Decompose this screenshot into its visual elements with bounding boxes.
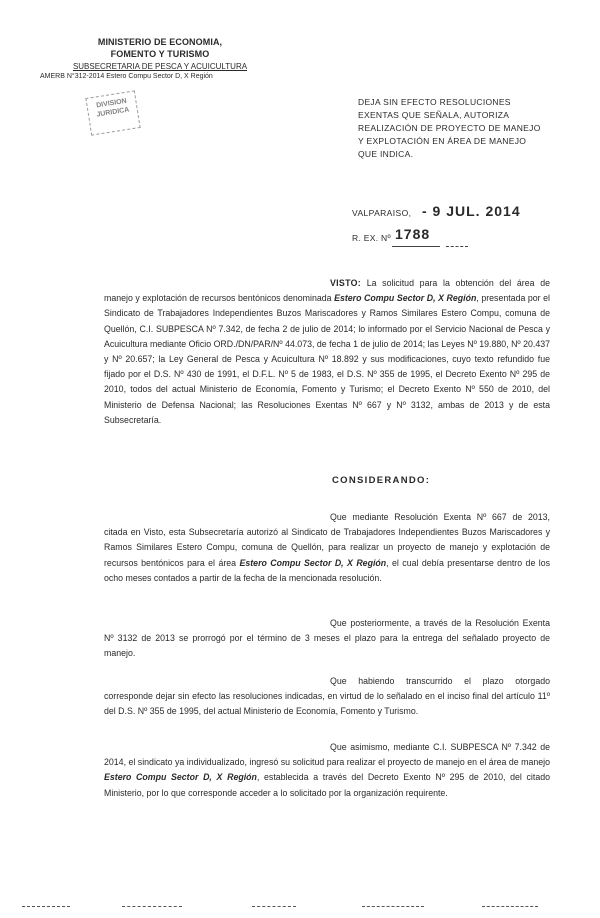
footer-rule-2: [122, 906, 182, 907]
considerando-3-text: Que habiendo transcurrido el plazo otorgado corresponde dejar sin efecto las resoluciones indicadas, en virtud de lo señalado en el inciso final del artículo 11º del D.S. Nº 355 de 1995, del actual Ministerio de Economía, Fomento y Turismo.: [104, 676, 550, 717]
footer-rule-1: [22, 906, 70, 907]
subsecretaria-line: SUBSECRETARIA DE PESCA Y ACUICULTURA: [72, 62, 248, 71]
visto-text-1: La solicitud para la obtención del área de manejo y explotación de recursos bentónicos denominada: [104, 278, 550, 304]
subject-heading: DEJA SIN EFECTO RESOLUCIONES EXENTAS QUE SEÑALA, AUTORIZA REALIZACIÓN DE PROYECTO DE MANEJO Y EXPLOTACIÓN EN ÁREA DE MANEJO QUE INDICA.: [358, 97, 541, 159]
considerando-heading: CONSIDERANDO:: [332, 475, 431, 486]
visto-text-2: , presentada por el Sindicato de Trabajadores Independientes Buzos Mariscadores y Ramos Similares Estero Compu, comuna de Quellón, C.I. SUBPESCA Nº 7.342, de fecha 2 de julio de 2014; lo informado por el Servicio Nacional de Pesca y Acuicultura mediante Oficio ORD./DN/PAR/Nº 44.073, de fecha 1 de julio de 2014; las Leyes Nº 19.880, Nº 20.437 y Nº 20.657; la Ley General de Pesca y Acuicultura Nº 18.892 y sus modificaciones, cuyo texto refundido fue fijado por el D.S. Nº 430 de 1991, el D.F.L. Nº 5 de 1983, el D.S. Nº 355 de 1995, el Decreto Exento Nº 295 de 2010, todos del actual Ministerio de Economía, Fomento y Turismo; el Decreto Exento Nº 550 de 2010, del Ministerio de Defensa Nacional; las Resoluciones Exentas Nº 667 y Nº 3132, ambas de 2013 y de esta Subsecretaría.: [104, 293, 551, 425]
resolution-number: 1788: [395, 226, 431, 242]
ministry-line-1: MINISTERIO DE ECONOMIA,: [97, 37, 223, 47]
letterhead: [40, 36, 260, 81]
visto-area-name: Estero Compu Sector D, X Región: [334, 293, 477, 304]
footer-rule-3: [252, 906, 296, 907]
number-underline: [392, 246, 440, 247]
considerando-paragraph-3: [104, 674, 550, 720]
considerando-2-text: Que posteriormente, a través de la Resolución Exenta Nº 3132 de 2013 se prorrogó por el término de 3 meses el plazo para la entrega del señalado proyecto de manejo.: [104, 618, 550, 659]
considerando-1-area-name: Estero Compu Sector D, X Región: [239, 557, 387, 568]
considerando-paragraph-2: [104, 616, 550, 662]
visto-paragraph: [104, 276, 550, 428]
resolution-date: - 9 JUL. 2014: [422, 203, 521, 219]
place-label: VALPARAISO,: [352, 208, 412, 218]
division-stamp: DIVISION JURIDICA: [85, 90, 140, 135]
footer-rule-4: [362, 906, 424, 907]
visto-label: VISTO:: [330, 278, 361, 288]
number-dash: [446, 246, 468, 247]
considerando-4-text-a: Que asimismo, mediante C.I. SUBPESCA Nº 7.342 de 2014, el sindicato ya individualizado, ingresó su solicitud para realizar el proyecto de manejo en el área de manejo: [104, 742, 550, 768]
footer-rule-5: [482, 906, 538, 907]
considerando-4-area-name: Estero Compu Sector D, X Región: [104, 772, 257, 783]
considerando-paragraph-1: [104, 510, 550, 586]
resolution-number-label: R. EX. Nº: [352, 233, 391, 243]
considerando-1-text-b: , el cual debía presentarse dentro de los ocho meses contados a partir de la fecha de la mencionada resolución.: [104, 557, 551, 583]
considerando-4-text-b: , establecida a través del Decreto Exento Nº 295 de 2010, del citado Ministerio, por lo que corresponde acceder a lo solicitado por la organización requirente.: [104, 772, 550, 798]
considerando-1-text-a: Que mediante Resolución Exenta Nº 667 de 2013, citada en Visto, esta Subsecretaría autorizó al Sindicato de Trabajadores Independientes Buzos Mariscadores y Ramos Similares Estero Compu, comuna de Quellón, para realizar un proyecto de manejo y explotación de recursos bentónicos para el área: [104, 512, 550, 568]
considerando-paragraph-4: [104, 740, 550, 801]
reference-line: AMERB N°312-2014 Estero Compu Sector D, X Región: [40, 73, 213, 80]
ministry-line-2: FOMENTO Y TURISMO: [110, 49, 210, 59]
